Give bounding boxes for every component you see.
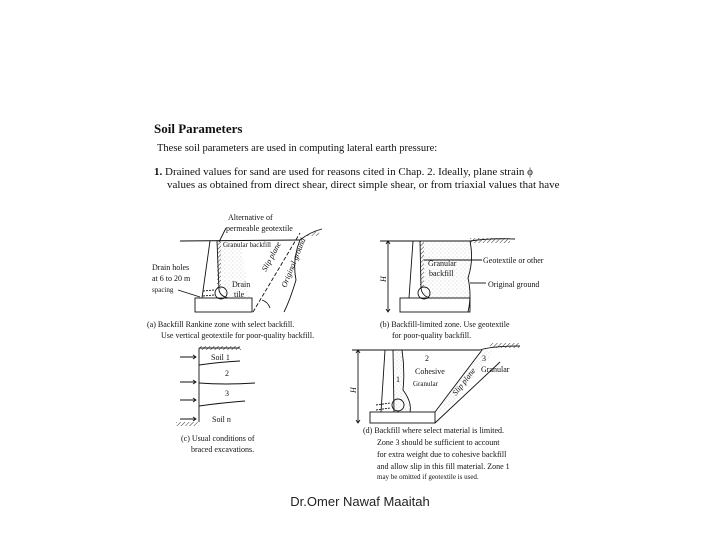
caption-d-line4: and allow slip in this fill material. Zone 1: [377, 462, 510, 471]
label-granular-zone1: Granular: [413, 380, 438, 388]
label-drain-holes: Drain holes: [152, 263, 190, 272]
label-zone-2: 2: [425, 354, 429, 363]
figure-d-labels: [349, 354, 510, 481]
label-slip-plane: Slip plane: [259, 240, 283, 273]
label-soil-3: 3: [225, 389, 229, 398]
label-original-ground: Original ground: [488, 280, 540, 289]
caption-c-line1: (c) Usual conditions of: [181, 434, 255, 443]
caption-d-line3: for extra weight due to cohesive backfill: [377, 450, 507, 459]
label-soil-2: 2: [225, 369, 229, 378]
label-zone-1: 1: [396, 375, 400, 384]
label-zone-3: 3: [482, 354, 486, 363]
section-heading: Soil Parameters: [154, 121, 243, 136]
label-geotextile: permeable geotextile: [226, 224, 293, 233]
label-spacing: spacing: [152, 286, 174, 294]
slide-footer-author: Dr.Omer Nawaf Maaitah: [290, 494, 430, 509]
label-spacing-range: at 6 to 20 m: [152, 274, 191, 283]
label-original-ground: Original ground: [279, 236, 308, 289]
label-cohesive: Cohesive: [415, 367, 445, 376]
label-slip-plane: Slip plane: [450, 366, 478, 398]
label-drain: Drain: [232, 280, 251, 289]
label-granular-backfill: Granular backfill: [223, 241, 272, 249]
label-soil-n: Soil n: [212, 415, 231, 424]
label-alternative: Alternative of: [228, 213, 273, 222]
label-height-h: H: [349, 387, 358, 393]
label-granular-zone3: Granular: [481, 365, 510, 374]
caption-d-line5: may be omitted if geotextile is used.: [377, 473, 479, 481]
list-text: Drained values for sand are used for reasons cited in Chap. 2. Ideally, plane strain ϕ: [165, 166, 533, 178]
caption-b-line2: for poor-quality backfill.: [392, 331, 472, 340]
label-height-h: H: [379, 276, 388, 282]
label-soil-1: Soil 1: [211, 353, 230, 362]
caption-d-line1: (d) Backfill where select material is limited.: [363, 426, 505, 435]
list-number: 1.: [154, 166, 163, 178]
intro-text: These soil parameters are used in computing lateral earth pressure:: [157, 143, 438, 154]
list-item-1-line2: values as obtained from direct shear, direct simple shear, or from triaxial values that have: [167, 179, 560, 191]
caption-c-line2: braced excavations.: [191, 445, 255, 454]
caption-a-line2: Use vertical geotextile for poor-quality backfill.: [161, 331, 315, 340]
caption-d-line2: Zone 3 should be sufficient to account: [377, 438, 500, 447]
label-tile: tile: [234, 290, 245, 299]
label-geotextile-or-other: Geotextile or other: [483, 256, 544, 265]
caption-a-line1: (a) Backfill Rankine zone with select backfill.: [147, 320, 295, 329]
label-granular: Granular: [428, 259, 457, 268]
caption-b-line1: (b) Backfill-limited zone. Use geotextile: [380, 320, 510, 329]
label-backfill: backfill: [429, 269, 454, 278]
